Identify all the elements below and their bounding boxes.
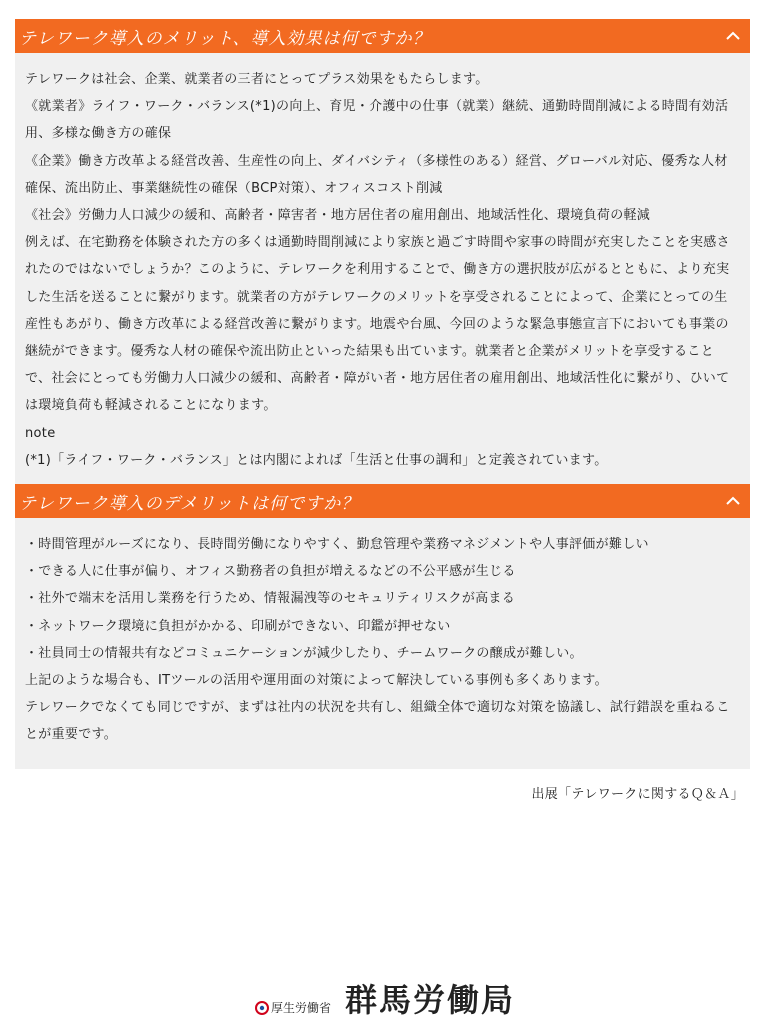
faq-merits-title: テレワーク導入のメリット、導入効果は何ですか？ — [19, 28, 431, 49]
intro-text: テレワークは社会、企業、就業者の三者にとってプラス効果をもたらします。 — [25, 72, 489, 87]
faq-demerits-body — [15, 518, 750, 769]
faq-demerits-header[interactable] — [15, 484, 750, 518]
company-merits-text: 《企業》働き方改革よる経営改善、生産性の向上、ダイバシティ（多様性のある）経営、グローバル対応、優秀な人材確保、流出防止、事業継続性の確保（BCP対策）、オフィスコスト削減 — [25, 153, 728, 196]
footnote-text: (*1)「ライフ・ワーク・バランス」とは内閣によれば「生活と仕事の調和」と定義されています。 — [25, 452, 608, 468]
note-label: note — [25, 425, 56, 441]
demerit-item: ・社員同士の情報共有などコミュニケーションが減少したり、チームワークの醸成が難しい。 — [25, 645, 583, 661]
source-citation: 出展「テレワークに関するＱ＆Ａ」 — [531, 787, 744, 802]
faq-merits-body — [15, 53, 750, 485]
bureau-name: 群馬労働局 — [345, 981, 516, 1019]
demerit-item: ・できる人に仕事が偏り、オフィス勤務者の負担が増えるなどの不公平感が生じる — [25, 564, 516, 580]
chevron-up-icon[interactable] — [722, 25, 744, 47]
faq-demerits-title: テレワーク導入のデメリットは何ですか？ — [19, 493, 360, 514]
society-merits-text: 《社会》労働力人口減少の緩和、高齢者・障害者・地方居住者の雇用創出、地域活性化、環境負荷の軽減 — [25, 208, 651, 224]
worker-merits-text: 《就業者》ライフ・ワーク・バランス(*1)の向上、育児・介護中の仕事（就業）継続、通勤時間削減による時間有効活用、多様な働き方の確保 — [25, 99, 729, 142]
demerit-item: ・ネットワーク環境に負担がかかる、印刷ができない、印鑑が押せない — [25, 618, 451, 634]
ministry-logo — [255, 999, 331, 1016]
chevron-up-icon[interactable] — [722, 490, 744, 512]
example-text: 例えば、在宅勤務を体験された方の多くは通勤時間削減により家族と過ごす時間や家事の時間が充実したことを実感されたのではないでしょうか？このように、テレワークを利用することで、働き方の選択肢が広がるとともに、より充実した生活を送ることに繋がります。就業者の方がテレワークのメリットを享受されることによって、企業にとっての生産性もあがり、働き方改革による経営改善に繋がります。地震や台風、今回のような緊急事態宣言下においても事業の継続ができます。優秀な人材の確保や流出防止といった結果も出ています。就業者と企業がメリットを享受することで、社会にとっても労働力人口減少の緩和、高齢者・障がい者・地方居住者の雇用創出、地域活性化に繋がり、ひいては環境負荷も軽減されることになります。 — [25, 235, 730, 414]
conclusion-text: テレワークでなくても同じですが、まずは社内の状況を共有し、組織全体で適切な対策を協議し、試行錯誤を重ねることが重要です。 — [25, 700, 730, 743]
ministry-emblem-icon — [255, 1001, 269, 1015]
demerit-item: ・社外で端末を活用し業務を行うため、情報漏洩等のセキュリティリスクが高まる — [25, 591, 516, 607]
solution-text: 上記のような場合も、ITツールの活用や運用面の対策によって解決している事例も多くあります。 — [25, 673, 608, 689]
faq-merits-section — [15, 19, 750, 485]
ministry-name: 厚生労働省 — [271, 1001, 332, 1015]
footer-logo — [255, 980, 515, 1020]
faq-merits-header[interactable] — [15, 19, 750, 53]
faq-demerits-section — [15, 484, 750, 769]
demerit-item: ・時間管理がルーズになり、長時間労働になりやすく、勤怠管理や業務マネジメントや人事評価が難しい — [25, 537, 649, 552]
